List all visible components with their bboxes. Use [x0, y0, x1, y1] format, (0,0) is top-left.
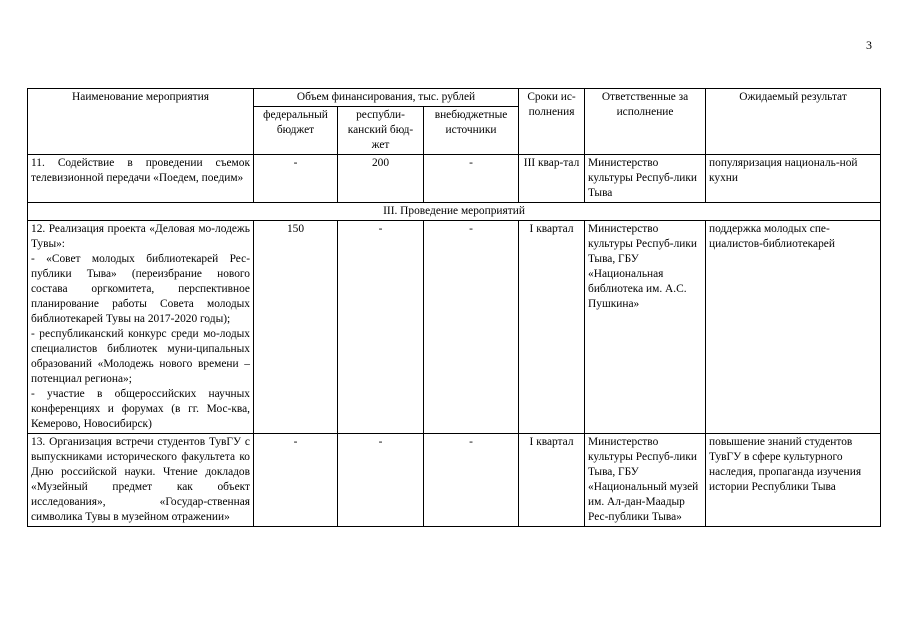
- row-republic: 200: [338, 155, 424, 203]
- header-federal: федеральный бюджет: [254, 107, 338, 155]
- row-name: 11. Содействие в проведении съемок телевизионной передачи «Поедем, поедим»: [28, 155, 254, 203]
- row-terms: III квар-тал: [519, 155, 585, 203]
- row-name-line: - республиканский конкурс среди мо-лодых специалистов библиотек муни-ципальных образований «Молодежь нового времени – потенциал региона»;: [31, 328, 250, 385]
- header-financing: Объем финансирования, тыс. рублей: [254, 89, 519, 107]
- row-result: повышение знаний студентов ТувГУ в сфере культурного наследия, пропаганда изучения истории Республики Тыва: [706, 434, 881, 527]
- row-responsible: Министерство культуры Респуб-лики Тыва: [585, 155, 706, 203]
- row-name-line: 12. Реализация проекта «Деловая мо-лодежь Тувы»:: [31, 223, 250, 250]
- header-terms: Сроки ис-полнения: [519, 89, 585, 155]
- row-name-line: 13. Организация встречи студентов ТувГУ с выпускниками исторического факультета ко Дню российской науки. Чтение докладов «Музейный предмет как объект исследования», «Государ-ственная символика Тувы в музейном отражении»: [31, 436, 250, 523]
- row-extra: -: [424, 434, 519, 527]
- row-extra: -: [424, 155, 519, 203]
- row-federal: -: [254, 155, 338, 203]
- row-result: популяризация националь-ной кухни: [706, 155, 881, 203]
- page-number: 3: [866, 38, 872, 52]
- header-responsible: Ответственные за исполнение: [585, 89, 706, 155]
- row-federal: -: [254, 434, 338, 527]
- row-republic: -: [338, 221, 424, 434]
- table-row: [28, 155, 881, 203]
- row-extra: -: [424, 221, 519, 434]
- row-name-line: - участие в общероссийских научных конференциях и форумах (в гг. Мос-ква, Кемерово, Новосибирск): [31, 388, 250, 430]
- row-terms: I квартал: [519, 434, 585, 527]
- row-terms: I квартал: [519, 221, 585, 434]
- row-name: [28, 221, 254, 434]
- row-name: [28, 434, 254, 527]
- table-row: [28, 221, 881, 434]
- row-responsible: Министерство культуры Респуб-лики Тыва, ГБУ «Национальный музей им. Ал-дан-Маадыр Рес-публики Тыва»: [585, 434, 706, 527]
- row-republic: -: [338, 434, 424, 527]
- events-table: [27, 88, 881, 527]
- header-result: Ожидаемый результат: [706, 89, 881, 155]
- row-name-line: - «Совет молодых библиотекарей Рес-публики Тыва» (переизбрание нового состава оргкомитета, перспективное планирование работы Совета молодых библиотекарей Тувы на 2017-2020 годы);: [31, 253, 250, 325]
- header-extra: внебюджетные источники: [424, 107, 519, 155]
- header-republic: республи-канский бюд-жет: [338, 107, 424, 155]
- row-result: поддержка молодых спе-циалистов-библиотекарей: [706, 221, 881, 434]
- header-name: Наименование мероприятия: [28, 89, 254, 155]
- section-title: III. Проведение мероприятий: [28, 203, 881, 221]
- row-responsible: Министерство культуры Респуб-лики Тыва, ГБУ «Национальная библиотека им. А.С. Пушкина»: [585, 221, 706, 434]
- table-row: [28, 434, 881, 527]
- row-federal: 150: [254, 221, 338, 434]
- table-header-row: [28, 89, 881, 107]
- section-row: [28, 203, 881, 221]
